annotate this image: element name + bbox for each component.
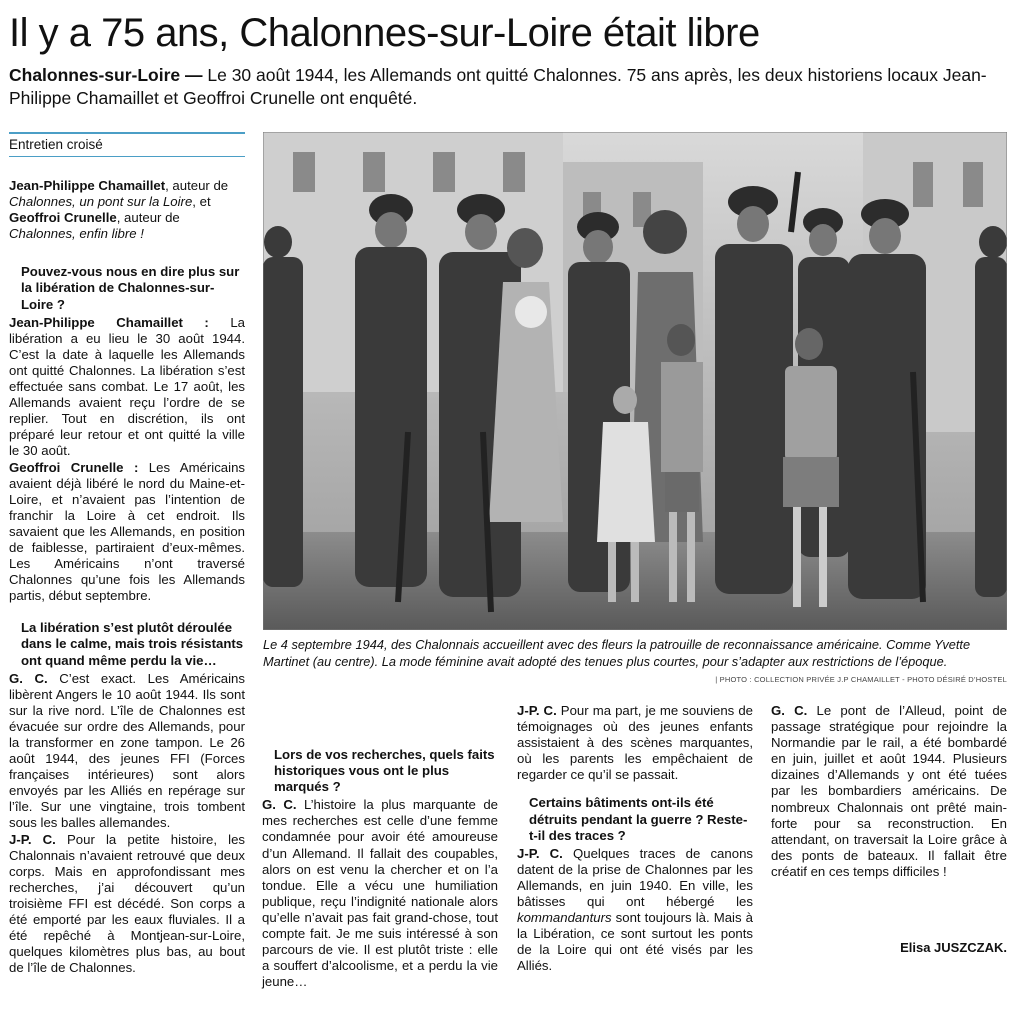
intro-book-2: Chalonnes, enfin libre ! <box>9 226 144 242</box>
question-4: Certains bâtiments ont-ils été détruits pendant la guerre ? Reste-t-il des traces ? <box>529 795 748 843</box>
answer-1b <box>9 460 245 605</box>
answer-text: sont toujours là. Mais à la Libération, ce sont surtout les ponts de la Loire qui ont été visés par les Alliés. <box>517 910 753 974</box>
speaker-label: Jean-Philippe Chamaillet : <box>9 314 209 330</box>
answer-text: Pour la petite histoire, les Chalonnais n’avaient retrouvé que deux corps. Mais en approfondissant mes recherches, j’ai découvert qu’un troisième FFI est décédé. Son corps a été emporté par les eaux fluviales. Il a été repêché à Montjean-sur-Loire, quelques kilomètres plus bas, au bout de l’île de Chalonnes. <box>9 831 245 976</box>
answer-text: Le pont de l’Alleud, point de passage stratégique pour rejoindre la Normandie par le rail, a été bombardé en juin, juillet et août 1944. Plusieurs dizaines d’Allemands y ont été tuées par les bombardiers américains. De nombreux Chalonnais ont prêté main-forte pour sa reconstruction. En attendant, on traversait la Loire grâce à des ponts de bateaux. Il fallait être créatif en ces temps difficiles ! <box>771 703 1008 879</box>
answer-italic: kommandanturs <box>517 910 612 926</box>
answer-4b <box>771 703 1007 880</box>
article-column-2 <box>262 703 498 990</box>
rubric-top-rule <box>9 132 245 134</box>
author-signature: Elisa JUSZCZAK. <box>900 940 1007 955</box>
question-3: Lors de vos recherches, quels faits historiques vous ont le plus marqués ? <box>274 747 495 795</box>
answer-text: L’histoire la plus marquante de mes recherches est celle d’une femme condamnée pour avoir été amoureuse d’un Allemand. Il fallait des coupables, alors on est venu la chercher et on l’a tondue. Elle a vécu une humiliation publique, reçu l’indignité nationale alors qu’elle n’avait pas fait grand-chose, tout compte fait. Je me suis intéressé à son parcours de vie. Il est plutôt triste : elle a souffert d’alcoolisme, et a perdu la vie jeune… <box>262 797 498 990</box>
answer-2b <box>9 832 245 977</box>
article-column-3 <box>517 703 753 975</box>
article-column-1 <box>9 178 245 976</box>
article-column-4 <box>771 703 1007 880</box>
speaker-label: J-P. C. <box>517 703 557 718</box>
answer-3a <box>262 797 498 990</box>
intro-book-1: Chalonnes, un pont sur la Loire <box>9 194 193 210</box>
answer-text: Quelques traces de canons datent de la prise de Chalonnes par les Allemands, en juin 1940. En ville, les bâtisses qui ont hébergé les <box>517 845 753 910</box>
question-2: La libération s’est plutôt déroulée dans le calme, mais trois résistants ont quand même perdu la vie… <box>21 620 244 668</box>
answer-4a <box>517 846 753 975</box>
dateline: Chalonnes-sur-Loire — <box>9 65 203 85</box>
question-1: Pouvez-vous nous en dire plus sur la libération de Chalonnes-sur-Loire ? <box>21 264 240 312</box>
photo-credit: | PHOTO : COLLECTION PRIVÉE J.P CHAMAILLET - PHOTO DÉSIRÉ D’HOSTEL <box>715 675 1007 684</box>
rubric-label: Entretien croisé <box>9 137 103 152</box>
intro-name-2: Geoffroi Crunelle <box>9 210 117 226</box>
lead-paragraph <box>9 64 1004 110</box>
answer-text: Les Américains avaient déjà libéré le nord du Maine-et-Loire, et n’avaient pas l’intention de franchir la Loire à cet endroit. Ils savaient que les Allemands, en position de faiblesse, partiraient d’eux-mêmes. Les Américains n’ont traversé Chalonnes qu’une fois les Allemands partis, début septembre. <box>9 459 245 604</box>
speaker-label: G. C. <box>771 703 808 718</box>
intro-text-1: , auteur de <box>165 178 229 193</box>
headline: Il y a 75 ans, Chalonnes-sur-Loire était libre <box>9 11 760 55</box>
speaker-label: G. C. <box>262 797 297 813</box>
intro-text-2: , et <box>192 194 211 210</box>
speaker-label: J-P. C. <box>517 845 563 861</box>
intro-name-1: Jean-Philippe Chamaillet <box>9 178 166 193</box>
answer-2a <box>9 671 245 832</box>
historical-photo <box>263 132 1007 630</box>
answer-1a <box>9 315 245 460</box>
answer-3b <box>517 703 753 783</box>
column-2-spacer <box>262 703 498 735</box>
speaker-label: Geoffroi Crunelle : <box>9 459 139 475</box>
photo-caption: Le 4 septembre 1944, des Chalonnais accueillent avec des fleurs la patrouille de reconnaissance américaine. Comme Yvette Martinet (au centre). La mode féminine avait adopté des tenues plus courtes, pour s’adapter aux restrictions de l’époque. <box>263 637 971 669</box>
answer-text: Pour ma part, je me souviens de témoignages où des jeunes enfants assistaient à des scènes marquantes, où les parents les empêchaient de regarder ce qu’il se passait. <box>517 703 753 783</box>
intro-paragraph <box>9 178 245 242</box>
lead-text: Le 30 août 1944, les Allemands ont quitté Chalonnes. 75 ans après, les deux historiens locaux Jean-Philippe Chamaillet et Geoffroi Crunelle ont enquêté. <box>9 65 987 108</box>
photo-illustration <box>263 132 1007 630</box>
answer-text: La libération a eu lieu le 30 août 1944. C’est la date à laquelle les Allemands ont quitté Chalonnes. La libération s’est effectuée sans combat. Le 17 août, les Allemands avaient reçu l’ordre de se replier. Tout en discrétion, ils ont préparé leur retour et ont quitté la ville le 30 août. <box>9 314 245 459</box>
speaker-label: G. C. <box>9 670 48 686</box>
answer-text: C’est exact. Les Américains libèrent Angers le 10 août 1944. Ils sont sur la rive nord. L’île de Chalonnes est évacuée sur ordre des Allemands, pour la transformer en zone tampon. Le 26 août 1944, des jeunes FFI (Forces françaises intérieures) sont alors envoyés par les Alliés en repérage sur l’île. Sur une vingtaine, trois tombent sous les balles allemandes. <box>9 670 245 831</box>
rubric-bottom-rule <box>9 156 245 157</box>
speaker-label: J-P. C. <box>9 831 56 847</box>
intro-text-3: , auteur de <box>116 210 180 226</box>
